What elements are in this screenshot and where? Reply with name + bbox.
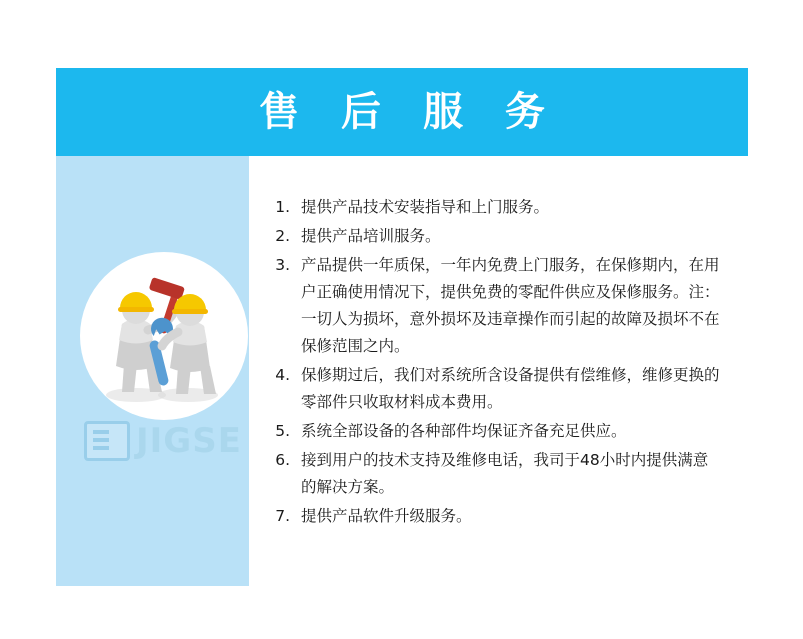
after-sales-service-card [56,68,748,586]
list-item: 3. 产品提供一年质保，一年内免费上门服务，在保修期内，在用户正确使用情况下，提供免费的零配件供应及保修服务。注：一切人为损坏，意外损坏及违章操作而引起的故障及损坏不在保修范围之内。 [295,252,722,360]
card-body [56,156,748,586]
workers-with-tools-icon [80,252,248,420]
service-list [249,156,748,530]
watermark-badge-icon [84,421,130,461]
illustration-graphic [88,262,240,412]
card-header [56,68,748,156]
list-item: 7. 提供产品软件升级服务。 [295,503,722,530]
list-item: 6. 接到用户的技术支持及维修电话，我司于48小时内提供满意的解决方案。 [295,447,722,501]
list-item: 1. 提供产品技术安装指导和上门服务。 [295,194,722,221]
service-content-panel [249,156,748,586]
page-title: 售 后 服 务 [259,89,559,135]
list-item: 2. 提供产品培训服务。 [295,223,722,250]
list-item: 4. 保修期过后，我们对系统所含设备提供有偿维修，维修更换的零部件只收取材料成本费用。 [295,362,722,416]
watermark-text: JIGSE [136,421,242,461]
list-item: 5. 系统全部设备的各种部件均保证齐备充足供应。 [295,418,722,445]
